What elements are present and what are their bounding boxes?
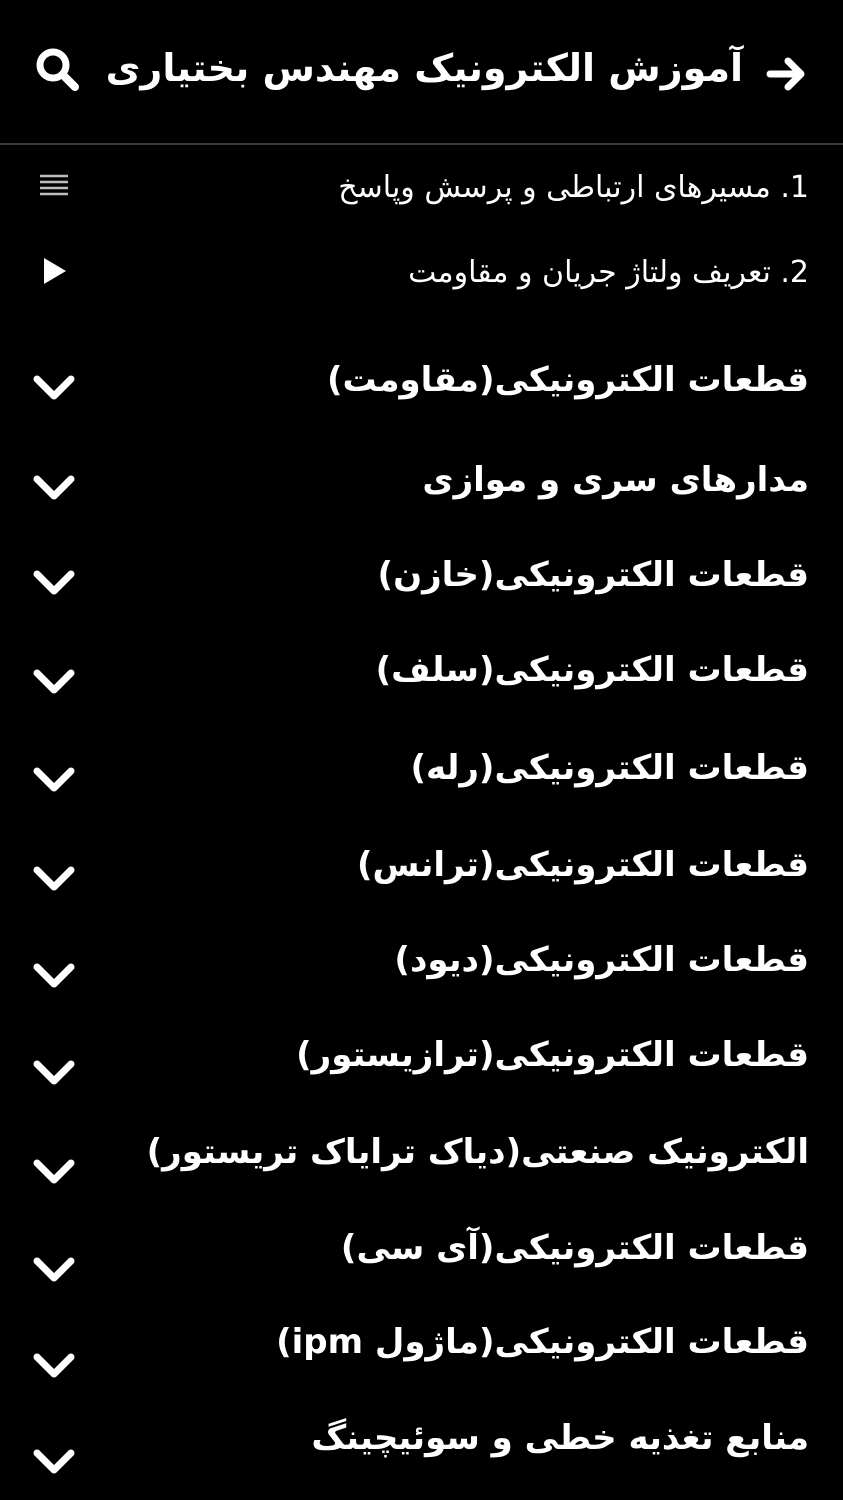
section-label: منابع تغذیه خطی و سوئیچینگ <box>311 1418 809 1458</box>
chevron-down-icon[interactable] <box>30 658 78 706</box>
section-item[interactable] <box>0 1035 843 1125</box>
section-label: قطعات الکترونیکی(سلف) <box>375 650 809 690</box>
lesson-label: 2. تعریف ولتاژ جریان و مقاومت <box>408 255 809 290</box>
lesson-item[interactable] <box>0 170 843 250</box>
arrow-right-icon <box>766 53 808 95</box>
search-button[interactable] <box>26 38 88 100</box>
lesson-item[interactable] <box>0 255 843 335</box>
chevron-down-icon[interactable] <box>30 464 78 512</box>
lesson-label: 1. مسیرهای ارتباطی و پرسش وپاسخ <box>338 170 809 205</box>
app-header <box>0 0 843 140</box>
page-title: آموزش الکترونیک مهندس بختیاری <box>105 46 743 90</box>
section-item[interactable] <box>0 940 843 1030</box>
section-item[interactable] <box>0 845 843 935</box>
header-divider <box>0 143 843 145</box>
section-label: قطعات الکترونیکی(مقاومت) <box>326 360 809 400</box>
section-label: قطعات الکترونیکی(رله) <box>410 748 809 788</box>
list-icon <box>30 162 78 210</box>
section-label: الکترونیک صنعتی(دیاک ترایاک تریستور) <box>146 1132 809 1172</box>
chevron-down-icon[interactable] <box>30 364 78 412</box>
section-item[interactable] <box>0 360 843 450</box>
section-label: قطعات الکترونیکی(خازن) <box>377 555 809 595</box>
chevron-down-icon[interactable] <box>30 1342 78 1390</box>
play-icon <box>30 247 78 295</box>
chevron-down-icon[interactable] <box>30 1148 78 1196</box>
section-item[interactable] <box>0 555 843 645</box>
chevron-down-icon[interactable] <box>30 1246 78 1294</box>
section-label: قطعات الکترونیکی(دیود) <box>394 940 809 980</box>
section-label: قطعات الکترونیکی(ترانس) <box>357 845 809 885</box>
chevron-down-icon[interactable] <box>30 855 78 903</box>
search-icon <box>33 45 81 93</box>
section-item[interactable] <box>0 1418 843 1500</box>
section-item[interactable] <box>0 460 843 550</box>
section-item[interactable] <box>0 650 843 740</box>
back-button[interactable] <box>761 48 813 100</box>
section-item[interactable] <box>0 1322 843 1412</box>
section-item[interactable] <box>0 1228 843 1318</box>
section-item[interactable] <box>0 1132 843 1222</box>
section-item[interactable] <box>0 748 843 838</box>
section-label: قطعات الکترونیکی(ماژول ipm) <box>276 1322 809 1362</box>
section-label: قطعات الکترونیکی(آی سی) <box>340 1228 809 1268</box>
chevron-down-icon[interactable] <box>30 1438 78 1486</box>
chevron-down-icon[interactable] <box>30 952 78 1000</box>
section-label: مدارهای سری و موازی <box>422 460 809 500</box>
section-label: قطعات الکترونیکی(ترازیستور) <box>296 1035 809 1075</box>
chevron-down-icon[interactable] <box>30 756 78 804</box>
chevron-down-icon[interactable] <box>30 1049 78 1097</box>
chevron-down-icon[interactable] <box>30 559 78 607</box>
